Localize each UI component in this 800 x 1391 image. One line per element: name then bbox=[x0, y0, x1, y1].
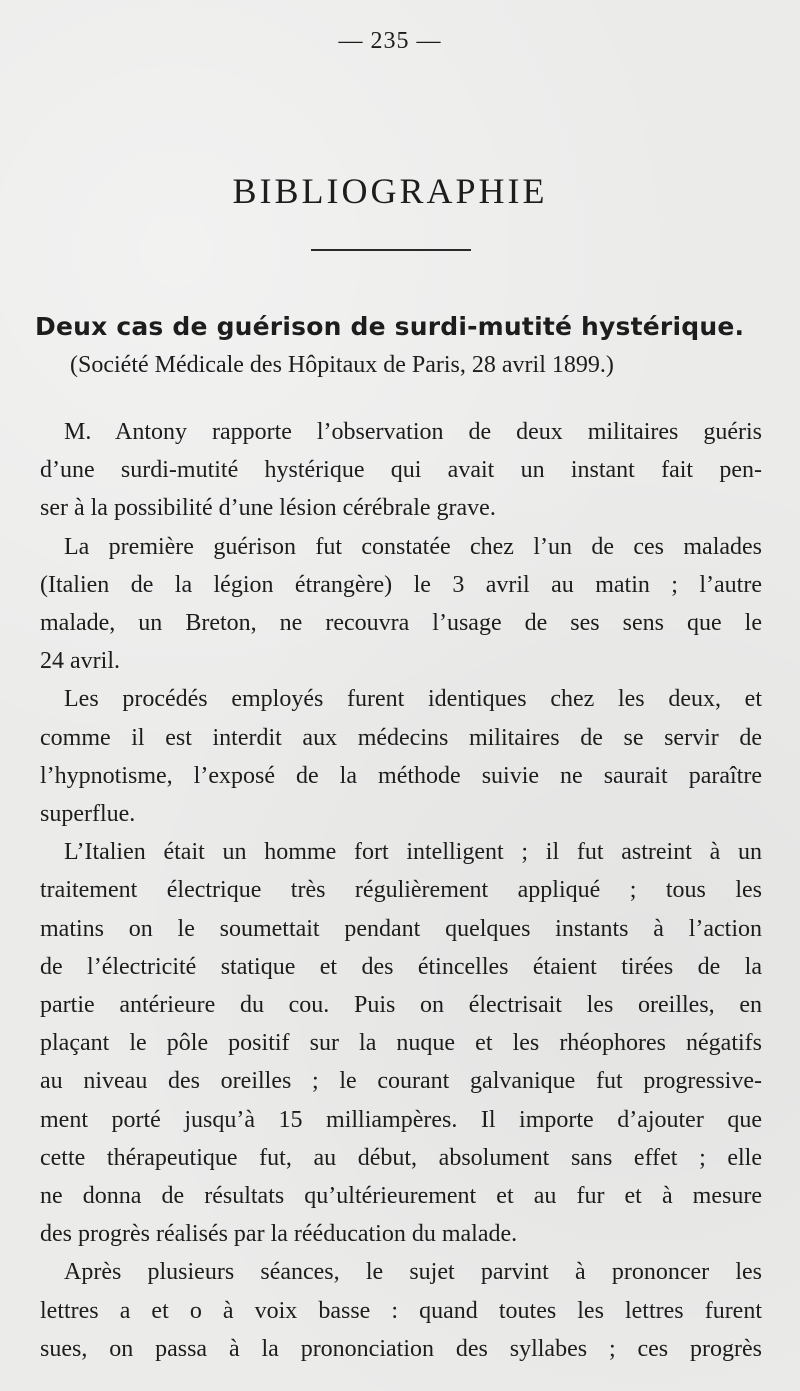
text-line: d’une surdi-mutité hystérique qui avait un instant fait pen- bbox=[40, 457, 762, 484]
text-line: lettres a et o à voix basse : quand toutes les lettres furent bbox=[40, 1297, 762, 1324]
paragraph-1 bbox=[40, 413, 762, 528]
text-line: Les procédés employés furent identiques chez les deux, et bbox=[64, 686, 762, 713]
text-line: des progrès réalisés par la rééducation du malade. bbox=[40, 1221, 518, 1248]
text-line: cette thérapeutique fut, au début, absolument sans effet ; elle bbox=[40, 1144, 762, 1171]
article-title: Deux cas de guérison de surdi-mutité hystérique. bbox=[35, 312, 745, 341]
text-line: ser à la possibilité d’une lésion cérébrale grave. bbox=[40, 495, 496, 522]
text-line: ne donna de résultats qu’ultérieurement et au fur et à mesure bbox=[40, 1183, 762, 1210]
text-line: matins on le soumettait pendant quelques instants à l’action bbox=[40, 915, 762, 942]
paragraph-5 bbox=[40, 1253, 762, 1368]
text-line: comme il est interdit aux médecins militaires de se servir de bbox=[40, 724, 762, 751]
article-source: (Société Médicale des Hôpitaux de Paris, 28 avril 1899.) bbox=[70, 352, 614, 378]
paragraph-2 bbox=[40, 528, 762, 681]
text-line: traitement électrique très régulièrement appliqué ; tous les bbox=[40, 877, 762, 904]
article-body bbox=[40, 413, 762, 1368]
text-line: sues, on passa à la prononciation des syllabes ; ces progrès bbox=[40, 1335, 762, 1362]
text-line: 24 avril. bbox=[40, 648, 120, 675]
text-line: au niveau des oreilles ; le courant galvanique fut progressive- bbox=[40, 1068, 762, 1095]
text-line: malade, un Breton, ne recouvra l’usage de ses sens que le bbox=[40, 610, 762, 637]
text-line: superflue. bbox=[40, 801, 136, 828]
text-line: Après plusieurs séances, le sujet parvint à prononcer les bbox=[64, 1259, 762, 1286]
text-line: de l’électricité statique et des étincelles étaient tirées de la bbox=[40, 953, 762, 980]
text-line: (Italien de la légion étrangère) le 3 avril au matin ; l’autre bbox=[40, 571, 762, 598]
section-title: BIBLIOGRAPHIE bbox=[232, 171, 548, 211]
section-divider bbox=[311, 249, 471, 251]
page-number: — 235 — bbox=[338, 28, 442, 54]
text-line: l’hypnotisme, l’exposé de la méthode suivie ne saurait paraître bbox=[40, 762, 762, 789]
text-line: ment porté jusqu’à 15 milliampères. Il importe d’ajouter que bbox=[40, 1106, 762, 1133]
text-line: L’Italien était un homme fort intelligent ; il fut astreint à un bbox=[64, 839, 762, 866]
text-line: M. Antony rapporte l’observation de deux militaires guéris bbox=[64, 419, 762, 445]
text-line: partie antérieure du cou. Puis on électrisait les oreilles, en bbox=[40, 992, 762, 1019]
paragraph-4 bbox=[40, 833, 762, 1253]
text-line: La première guérison fut constatée chez l’un de ces malades bbox=[64, 533, 762, 560]
text-line: plaçant le pôle positif sur la nuque et les rhéophores négatifs bbox=[40, 1030, 762, 1057]
paragraph-3 bbox=[40, 680, 762, 833]
